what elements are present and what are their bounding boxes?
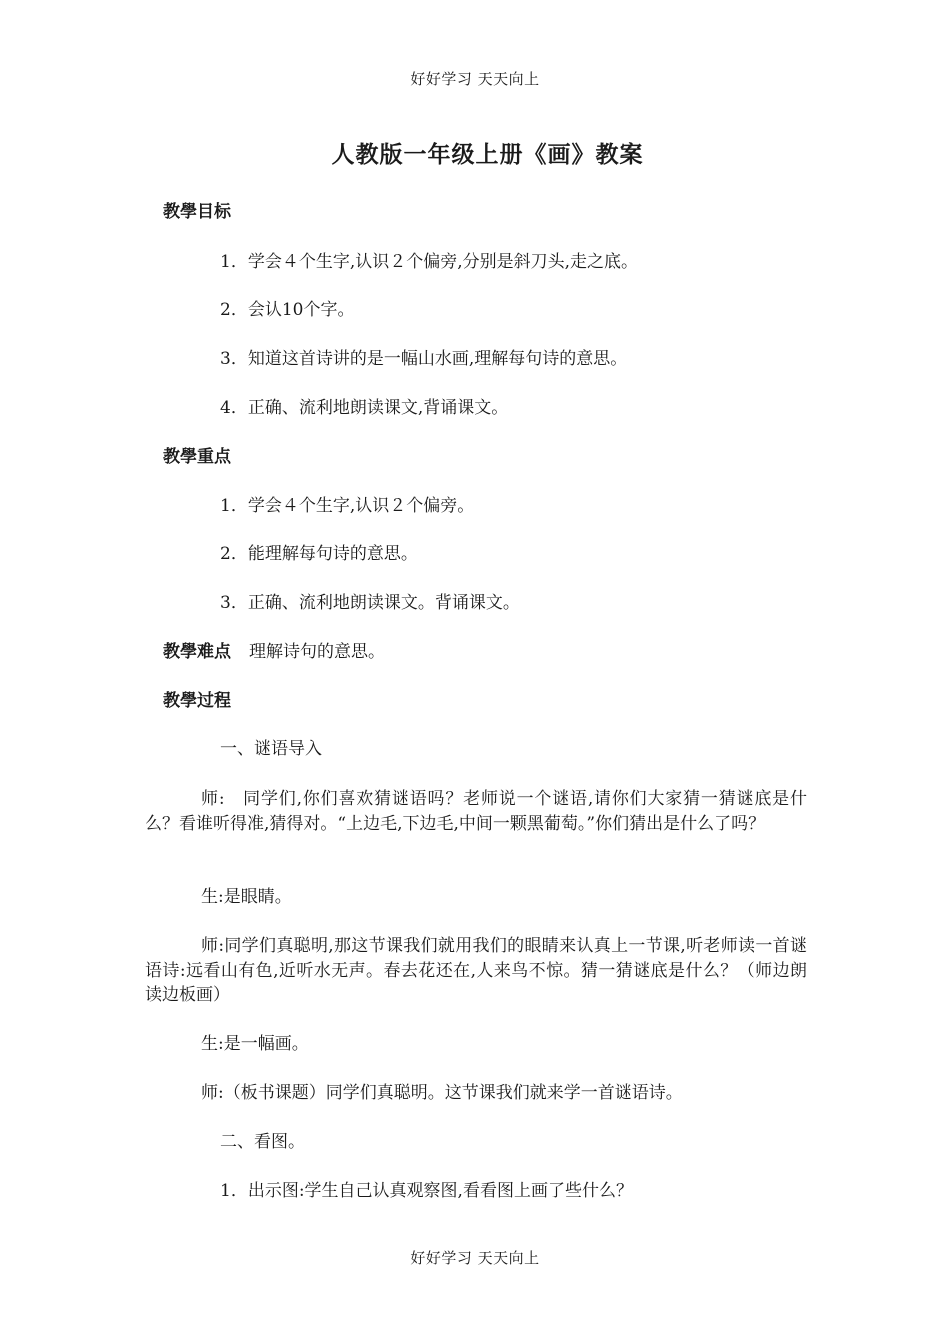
- page-header: 好好学习 天天向上: [410, 70, 540, 88]
- goal-item-2: 2．会认10个字。: [220, 300, 355, 320]
- difficulty-heading: 教學难点: [163, 642, 231, 662]
- student-reply-1: 生:是眼睛。: [201, 887, 292, 907]
- key-point-item-3: 3．正确、流利地朗读课文。背诵课文。: [220, 593, 520, 613]
- teacher-paragraph-3: 师:（板书课题）同学们真聪明。这节课我们就来学一首谜语诗。: [201, 1083, 683, 1103]
- teacher-paragraph-1: 师: 同学们,你们喜欢猜谜语吗？老师说一个谜语,请你们大家猜一猜谜底是什么？看谁听得准,猜得对。“上边毛,下边毛,中间一颗黑葡萄。”你们猜出是什么了吗？: [145, 789, 807, 834]
- document-title: 人教版一年级上册《画》教案: [331, 142, 644, 168]
- goal-item-4: 4．正确、流利地朗读课文,背诵课文。: [220, 398, 509, 418]
- section-riddle-intro: 一、谜语导入: [220, 739, 322, 759]
- look-picture-item-1: 1．出示图:学生自己认真观察图,看看图上画了些什么？: [220, 1181, 633, 1201]
- difficulty-row: [163, 640, 385, 665]
- process-heading: 教學过程: [163, 691, 231, 711]
- teacher-paragraph-2: 师:同学们真聪明,那这节课我们就用我们的眼睛来认真上一节课,听老师读一首谜语诗:远看山有色,近听水无声。春去花还在,人来鸟不惊。猜一猜谜底是什么？（师边朗读边板画）: [145, 936, 807, 1005]
- section-look-picture: 二、看图。: [220, 1132, 305, 1152]
- page-footer: 好好学习 天天向上: [410, 1249, 540, 1267]
- difficulty-text: 理解诗句的意思。: [249, 642, 385, 662]
- key-point-item-1: 1．学会４个生字,认识２个偏旁。: [220, 496, 475, 516]
- student-reply-2: 生:是一幅画。: [201, 1034, 309, 1054]
- goal-item-3: 3．知道这首诗讲的是一幅山水画,理解每句诗的意思。: [220, 349, 628, 369]
- goals-heading: 教學目标: [163, 202, 231, 222]
- key-points-heading: 教學重点: [163, 447, 231, 467]
- goal-item-1: 1．学会４个生字,认识２个偏旁,分别是斜刀头,走之底。: [220, 252, 639, 272]
- key-point-item-2: 2．能理解每句诗的意思。: [220, 544, 418, 564]
